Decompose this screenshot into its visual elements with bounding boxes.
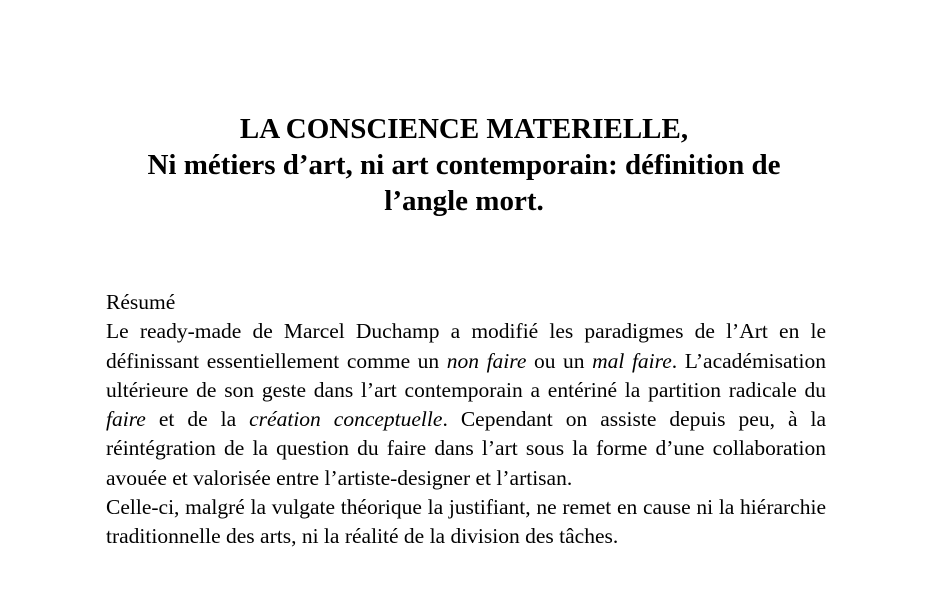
title-line-2: Ni métiers d’art, ni art contemporain: définition de — [147, 149, 781, 181]
italic-term-faire: faire — [106, 407, 146, 432]
document-title — [0, 111, 928, 219]
italic-term-non-faire: non faire — [446, 348, 527, 373]
abstract-paragraph-2: Celle-ci, malgré la vulgate théorique la justifiant, ne remet en cause ni la hiérarchie traditionnelle des arts, ni la réalité de la division des tâches. — [106, 495, 826, 549]
abstract-section — [106, 288, 826, 552]
paragraph-text: . Cependant on assiste depuis peu, à la réintégration de la question du faire dans l’art sous la forme d’une collaboration avouée et valorisée entre l’artiste-designer et l’artisan. — [106, 407, 826, 490]
paragraph-text: ou un — [526, 348, 593, 373]
italic-term-creation-conceptuelle: création conceptuelle — [249, 407, 443, 432]
title-line-1: LA CONSCIENCE MATERIELLE, — [239, 113, 689, 145]
paragraph-text: . L’académisation ultérieure de son geste dans l’art contemporain a entériné la partition radicale du — [106, 348, 827, 402]
title-line-3: l’angle mort. — [384, 185, 544, 217]
abstract-paragraph-1 — [106, 317, 826, 493]
paragraph-text: et de la — [145, 407, 250, 432]
paragraph-text: Le ready-made de Marcel Duchamp a modifié les paradigmes de l’Art en le définissant essentiellement comme un — [106, 319, 826, 373]
italic-term-mal-faire: mal faire — [592, 348, 672, 373]
abstract-heading: Résumé — [106, 290, 176, 314]
